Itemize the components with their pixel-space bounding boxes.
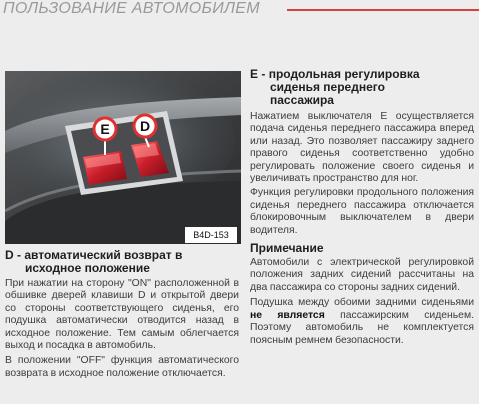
section-d-heading [5, 249, 239, 275]
section-e-title-line1: - продольная регулировка [261, 67, 420, 81]
header-rule [287, 9, 479, 11]
section-d-paragraph-2: В положении "OFF" функция автоматического возврата в исходное положение отключается. [5, 355, 239, 379]
door-switch-photo [5, 71, 241, 244]
page-header-title: ПОЛЬЗОВАНИЕ АВТОМОБИЛЕМ [3, 0, 260, 17]
figure-code: B4D-153 [185, 227, 237, 243]
section-d-key: D [5, 248, 14, 262]
callout-d-label: D [139, 118, 151, 134]
section-e-paragraph-1: Нажатием выключателя E осуществляется подача сиденья переднего пассажира вперед или назад. Это позволяет пассажиру заднего правого сиденья соответственно удобно регулировать положение своего сиденья и увеличивать пространство для ног. [250, 111, 474, 185]
note-p2-before: Подушка между обоими задними сиденьями [250, 297, 474, 309]
section-e-key: E [250, 67, 259, 81]
section-e-paragraph-2: Функция регулировки продольного положения сиденья переднего пассажира отключается блокировочным выключателем в двери водителя. [250, 187, 474, 236]
section-d-title-line1: - автоматический возврат в [17, 248, 183, 262]
section-e [250, 68, 474, 347]
note-paragraph-1: Автомобили с электрической регулировкой положения задних сидений рассчитаны на два пассажира со стороны задних сидений. [250, 257, 474, 293]
note-title: Примечание [250, 241, 324, 256]
section-e-title-line2: сиденья переднего [270, 80, 385, 94]
note-p2-bold: не является [250, 309, 325, 321]
note-p2-after: пассажирским сиденьем. Поэтому автомобиль не комплектуется поясным ремнем безопасности. [250, 309, 474, 346]
section-d-paragraph-1: При нажатии на сторону "ON" расположенной в обшивке дверей клавиши D и открытой двери со стороны соответствующего сиденья, его подушка автоматически отводится назад в исходное положение. Тем самым облегчается выход и посадка в автомобиль. [5, 278, 239, 352]
section-e-heading [250, 68, 474, 107]
section-e-title-line3: пассажира [270, 93, 334, 107]
section-d [5, 249, 239, 380]
door-panel-illustration [5, 71, 241, 244]
callout-e-label: E [100, 121, 110, 137]
section-d-title-line2: исходное положение [25, 261, 150, 275]
note-paragraph-2 [250, 297, 474, 347]
